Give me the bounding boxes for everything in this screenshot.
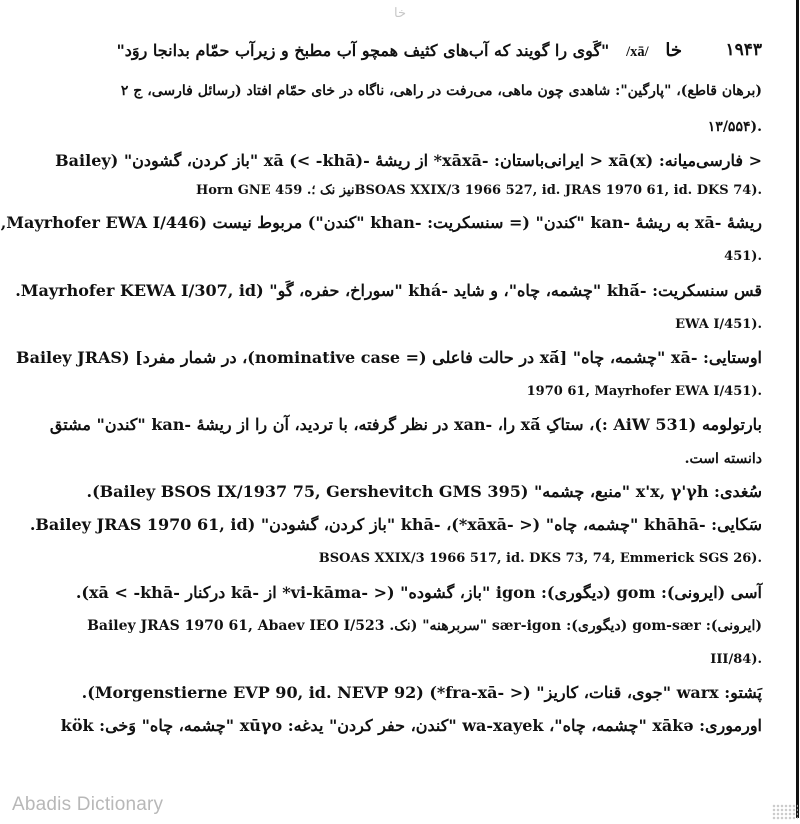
bartholomae-line-1: بارتولومه (AiW 531 :)، ستاکِ xā́ را، -xan در نظر گرفته، با تردید، آن را از ریشهٔ -kan "کندن" مشتق	[49, 415, 762, 434]
page-border-right	[796, 0, 799, 818]
definition-line-3: ۱۳/۵۵۴).	[707, 119, 762, 135]
definition-line-2: (برهان قاطع)، "پارگین": شاهدی چون ماهی، می‌رفت در راهی، ناگاه در خای حمّام افتاد (رسائل فارسی، ج ۲	[120, 83, 762, 99]
transcription: /xā/	[626, 44, 649, 60]
sanskrit-line-2: EWA I/451).	[675, 317, 762, 332]
pashto-line-1: پَشتو: warx "جوی، قنات، کاریز" (< -fra-xā*) (Morgenstierne EVP 90, id. NEVP 92).	[81, 683, 762, 702]
root-note-line-2: 451).	[724, 249, 762, 264]
saka-line-1: سَکایی: -khāhā "چشمه، چاه" (< -xāxā*)، -khā "باز کردن، گشودن" (Bailey JRAS 1970 61, id.	[29, 515, 762, 534]
saka-line-2: BSOAS XXIX/3 1966 517, id. DKS 73, 74, Emmerick SGS 26).	[318, 551, 762, 566]
scan-noise	[772, 804, 798, 820]
avestan-line-2: 1970 61, Mayrhofer EWA I/451).	[526, 384, 762, 399]
root-note-line-1: ریشهٔ -xā به ریشهٔ -kan "کندن" (= سنسکریت: -khan "کندن") مربوط نیست (Mayrhofer EWA I/446,	[0, 213, 762, 232]
middle-persian-line-2: Horn GNE 459 .نیز نک ؛BSOAS XXIX/3 1966 527, id. JRAS 1970 61, id. DKS 74).	[195, 183, 762, 198]
avestan-line-1: اوستایی: -xā "چشمه، چاه" [xā́ در حالت فاعلی (= nominative case)، در شمار مفرد] (Bailey JRAS	[16, 348, 762, 367]
ormuri-line-1: اورموری: xākə "چشمه، چاه"، wa-xayek "کندن، حفر کردن" یدغه: xūγo "چشمه، چاه" وَخی: kök	[60, 716, 762, 735]
middle-persian-line-1: < فارسی‌میانه: xā(x) < ایرانی‌باستان: -xāxā* از ریشهٔ -xā (< -khā) "باز کردن، گشودن" (Bailey	[55, 151, 762, 170]
sanskrit-line-1: قس سنسکریت: -khā́ "چشمه، چاه"، و شاید -khá "سوراخ، حفره، گَو" (Mayrhofer KEWA I/307, id.	[15, 281, 762, 300]
ossetic-line-2: (ایرونی): gom-sær (دیگوری): sær-igon "سربرهنه" (نک. Bailey JRAS 1970 61, Abaev IEO I/523	[87, 618, 762, 634]
ossetic-line-1: آسی (ایرونی): gom (دیگوری): igon "باز، گشوده" (< -vi-kāma* از -kā درکنار -xā < -khā).	[75, 583, 762, 602]
running-head: خا	[394, 6, 406, 21]
entry-number: ۱۹۴۳	[725, 40, 762, 60]
sogdian-line-1: سُغدی: x'x, γ'γh "منبع، چشمه" (Bailey BSOS IX/1937 75, Gershevitch GMS 395).	[86, 482, 762, 501]
ossetic-line-3: III/84).	[710, 652, 762, 667]
headword: خا	[665, 40, 682, 61]
definition-line-1: "گَوی را گویند که آب‌های کثیف همچو آب مطبخ و زیرآب حمّام بدانجا روَد"	[116, 41, 610, 60]
watermark: Abadis Dictionary	[12, 794, 164, 815]
bartholomae-line-2: دانسته است.	[684, 451, 762, 467]
entry-heading-line	[116, 40, 682, 63]
